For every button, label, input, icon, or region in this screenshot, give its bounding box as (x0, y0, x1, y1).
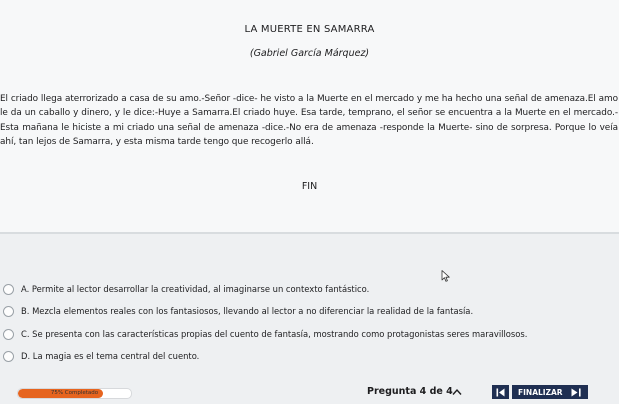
skip-first-icon (496, 388, 505, 397)
first-question-button[interactable] (492, 385, 509, 399)
finish-button-label: FINALIZAR (518, 387, 563, 397)
progress-label: 75% Completado (50, 390, 99, 396)
option-d-radio[interactable] (3, 351, 14, 362)
passage-text: El criado llega aterrorizado a casa de su amo.-Señor -dice- he visto a la Muerte en el mercado y me ha hecho una señal de amenaza.El amo le da un caballo y dinero, y le dice:-Huye a Samarra.El criado huye. Esa tarde, temprano, el señor se encuentra a la Muerte en el mercado.-Esta mañana le hiciste a mi criado una señal de amenaza -dice.-No era de amenaza -responde la Muerte- sino de sorpresa. Porque lo veía ahí, tan lejos de Samarra, y esta misma tarde tengo que recogerlo allá. (0, 94, 618, 148)
option-b-label: B. Mezcla elementos reales con los fantasiosos, llevando al lector a no diferenciar la realidad de la fantasía. (21, 306, 474, 316)
option-b-radio[interactable] (3, 306, 14, 317)
passage-title: LA MUERTE EN SAMARRA (244, 24, 375, 35)
quiz-footer (0, 378, 619, 404)
option-d-label: D. La magia es el tema central del cuento. (21, 351, 200, 361)
progress-bar (17, 388, 132, 399)
option-b[interactable] (3, 302, 473, 320)
option-c[interactable] (3, 325, 527, 343)
option-a[interactable] (3, 280, 369, 298)
mouse-pointer-icon (441, 270, 451, 282)
option-c-radio[interactable] (3, 329, 14, 340)
option-a-radio[interactable] (3, 284, 14, 295)
question-counter: Pregunta 4 de 4 (367, 386, 453, 397)
chevron-up-icon[interactable] (451, 387, 463, 397)
passage-author: (Gabriel García Márquez) (249, 48, 370, 59)
option-d[interactable] (3, 347, 199, 365)
option-a-label: A. Permite al lector desarrollar la creatividad, al imaginarse un contexto fantástico. (21, 284, 370, 294)
skip-last-icon (571, 388, 582, 397)
finish-button[interactable] (512, 385, 588, 399)
option-c-label: C. Se presenta con las características propias del cuento de fantasía, mostrando como protagonistas seres maravillosos. (21, 329, 528, 339)
passage-end: FIN (301, 181, 318, 192)
